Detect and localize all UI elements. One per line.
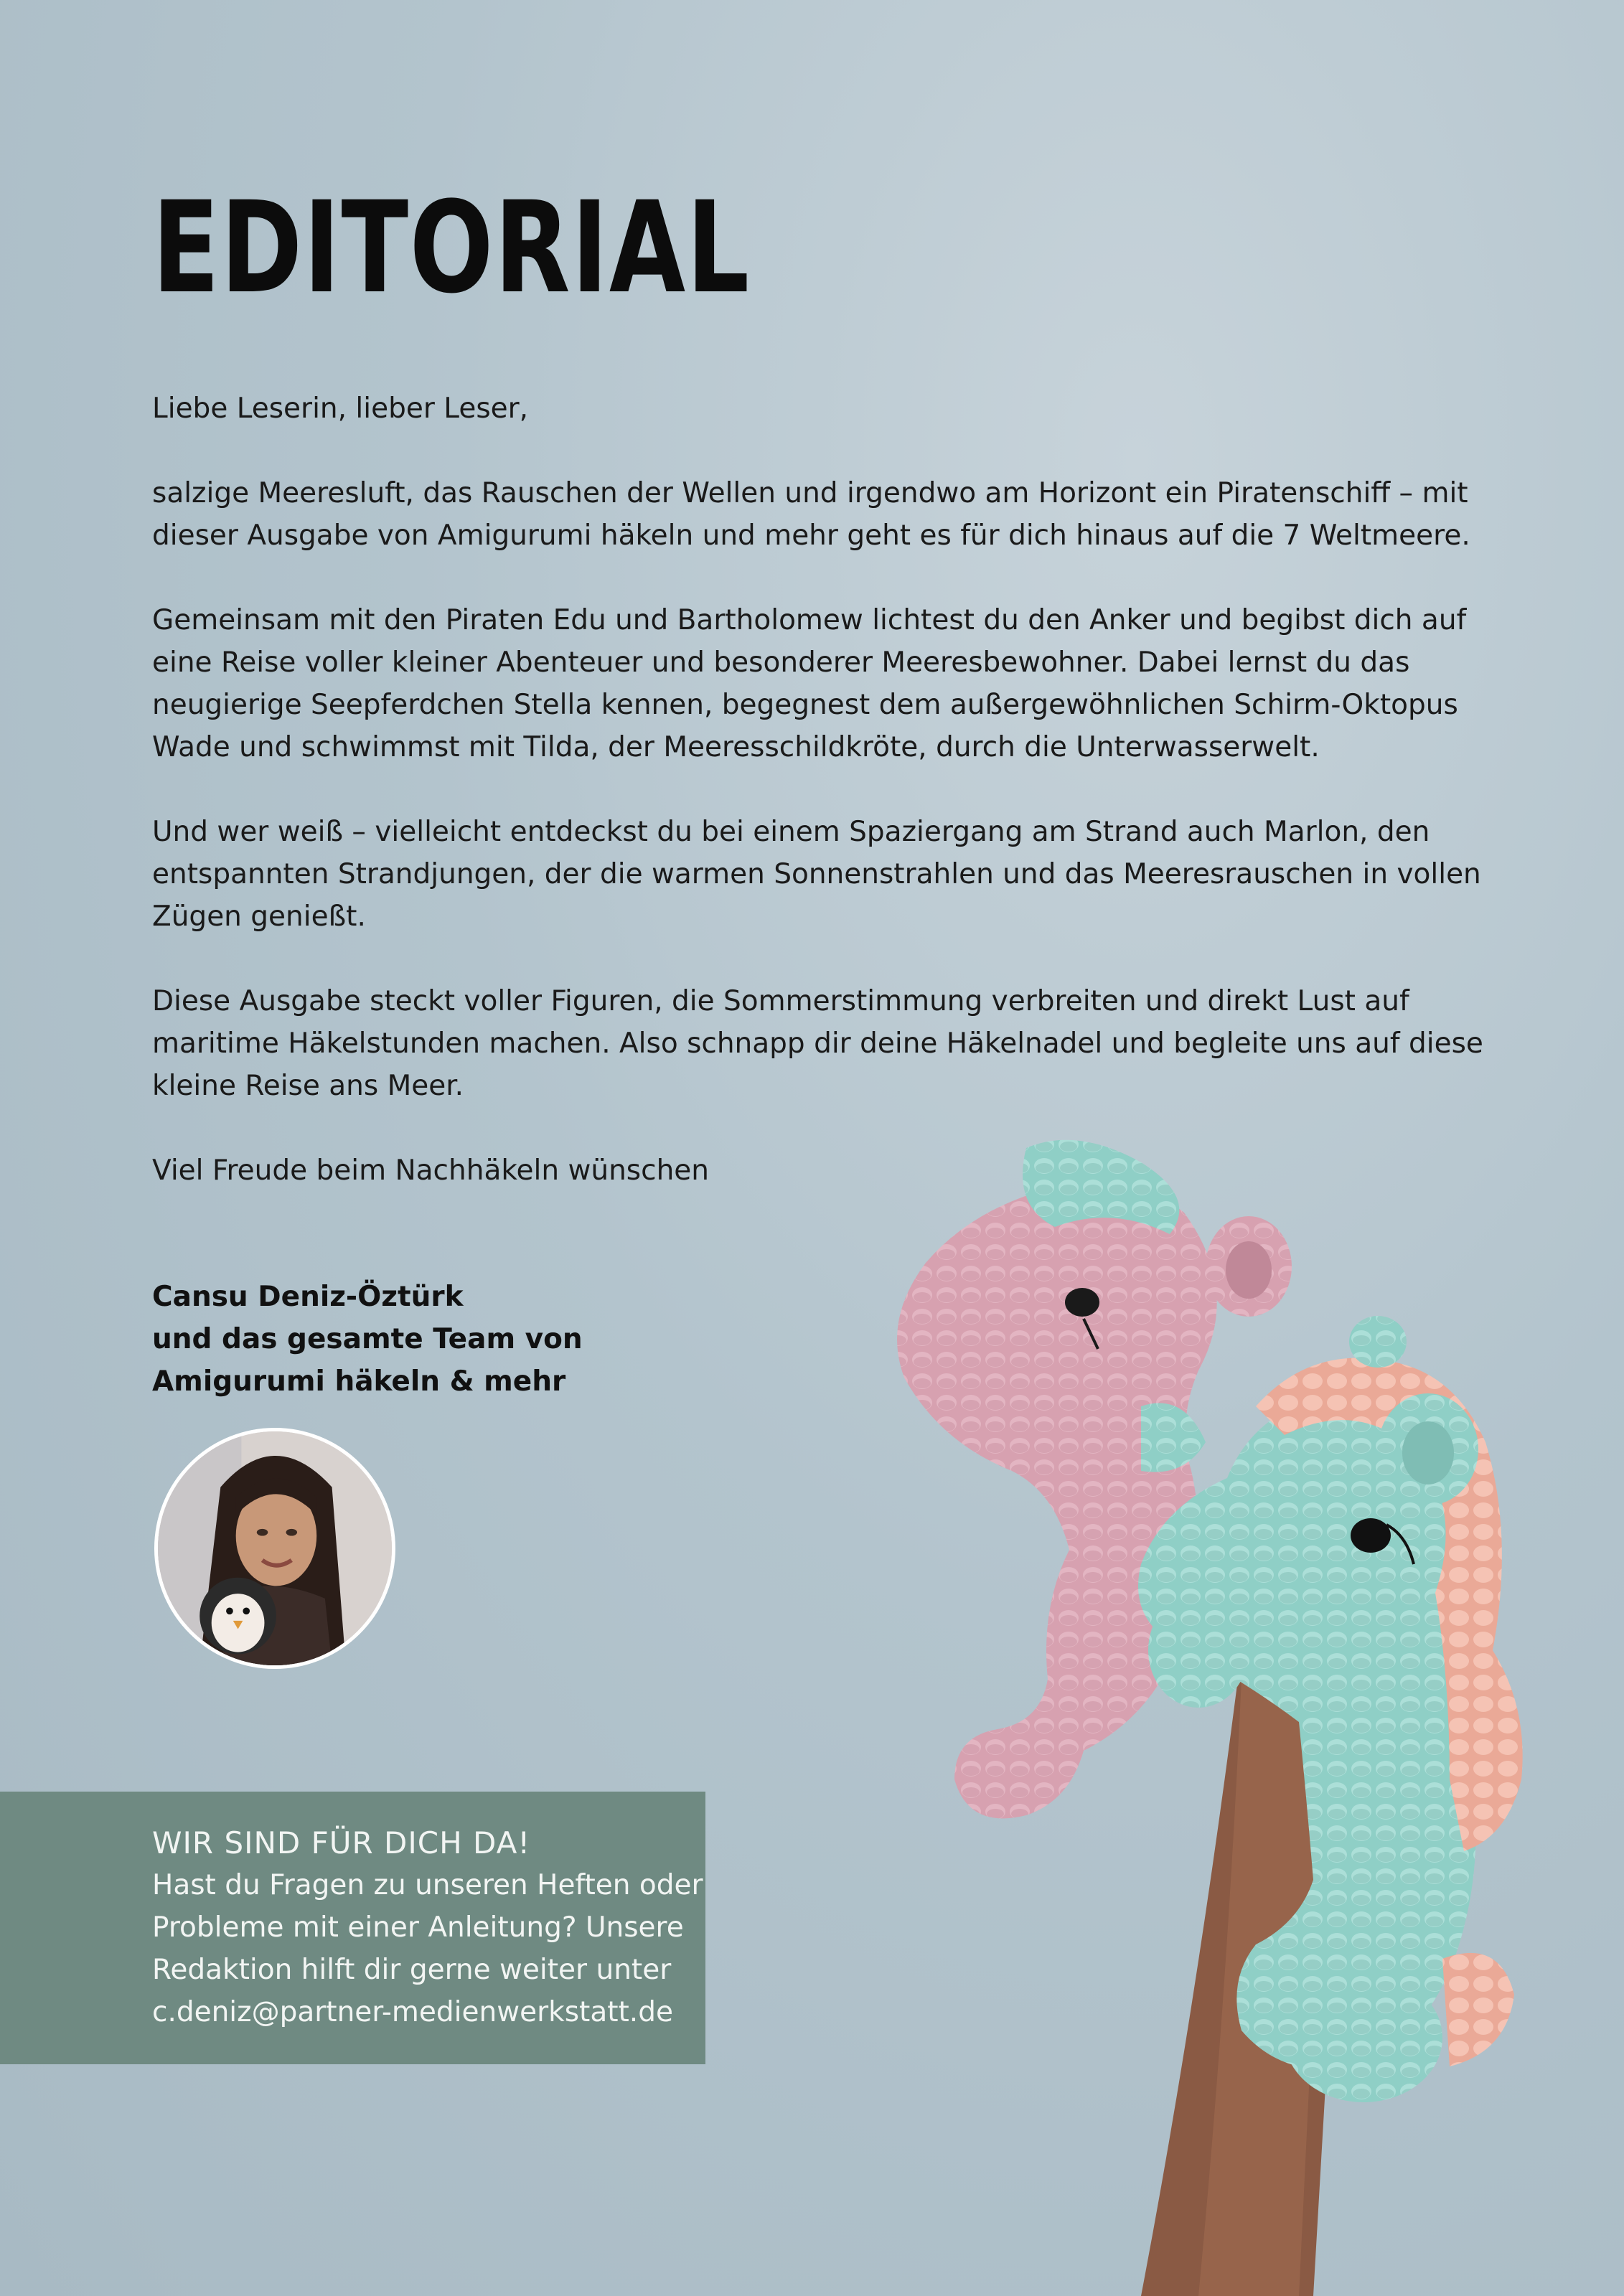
salutation: Liebe Leserin, lieber Leser, <box>152 392 529 425</box>
paragraph: Diese Ausgabe steckt voller Figuren, die Sommerstimmung verbreiten und direkt Lust auf maritime Häkelstunden machen. Also schnapp dir deine Häkelnadel und begleite uns auf diese kleine Reise ans Meer. <box>152 985 1483 1102</box>
author-portrait-image <box>158 1431 392 1665</box>
contact-box-title: WIR SIND FÜR DICH DA! <box>152 1825 531 1860</box>
editorial-body <box>152 387 1487 1234</box>
contact-box-line: Hast du Fragen zu unseren Heften oder <box>152 1869 703 1901</box>
contact-email-link[interactable]: c.deniz@partner-medienwerkstatt.de <box>152 1996 673 2028</box>
crochet-seahorses-illustration <box>739 1134 1624 2296</box>
signature-name: Cansu Deniz-Öztürk <box>152 1281 464 1313</box>
contact-box <box>0 1792 705 2064</box>
contact-box-line: Redaktion hilft dir gerne weiter unter <box>152 1954 672 1986</box>
contact-box-line: Probleme mit einer Anleitung? Unsere <box>152 1911 684 1944</box>
paragraph: salzige Meeresluft, das Rauschen der Wellen und irgendwo am Horizont ein Piratenschiff – mit dieser Ausgabe von Amigurumi häkeln und mehr geht es für dich hinaus auf die 7 Weltmeere. <box>152 477 1470 552</box>
signature-block <box>152 1276 583 1403</box>
paragraph: Und wer weiß – vielleicht entdeckst du bei einem Spaziergang am Strand auch Marlon, den entspannten Strandjungen, der die warmen Sonnenstrahlen und das Meeresrauschen in vollen Zügen genießt. <box>152 816 1481 933</box>
seahorse-photo <box>739 1134 1624 2296</box>
author-avatar <box>154 1428 395 1669</box>
page-title: EDITORIAL <box>152 174 751 321</box>
signature-team: und das gesamte Team von <box>152 1323 583 1355</box>
paragraph: Gemeinsam mit den Piraten Edu und Bartholomew lichtest du den Anker und begibst dich auf eine Reise voller kleiner Abenteuer und besonderer Meeresbewohner. Dabei lernst du das neugierige Seepferdchen Stella kennen, begegnest dem außergewöhnlichen Schirm-Oktopus Wade und schwimmst mit Tilda, der Meeresschildkröte, durch die Unterwasserwelt. <box>152 604 1467 763</box>
signature-magazine: Amigurumi häkeln & mehr <box>152 1365 566 1398</box>
closing-line: Viel Freude beim Nachhäkeln wünschen <box>152 1154 710 1187</box>
